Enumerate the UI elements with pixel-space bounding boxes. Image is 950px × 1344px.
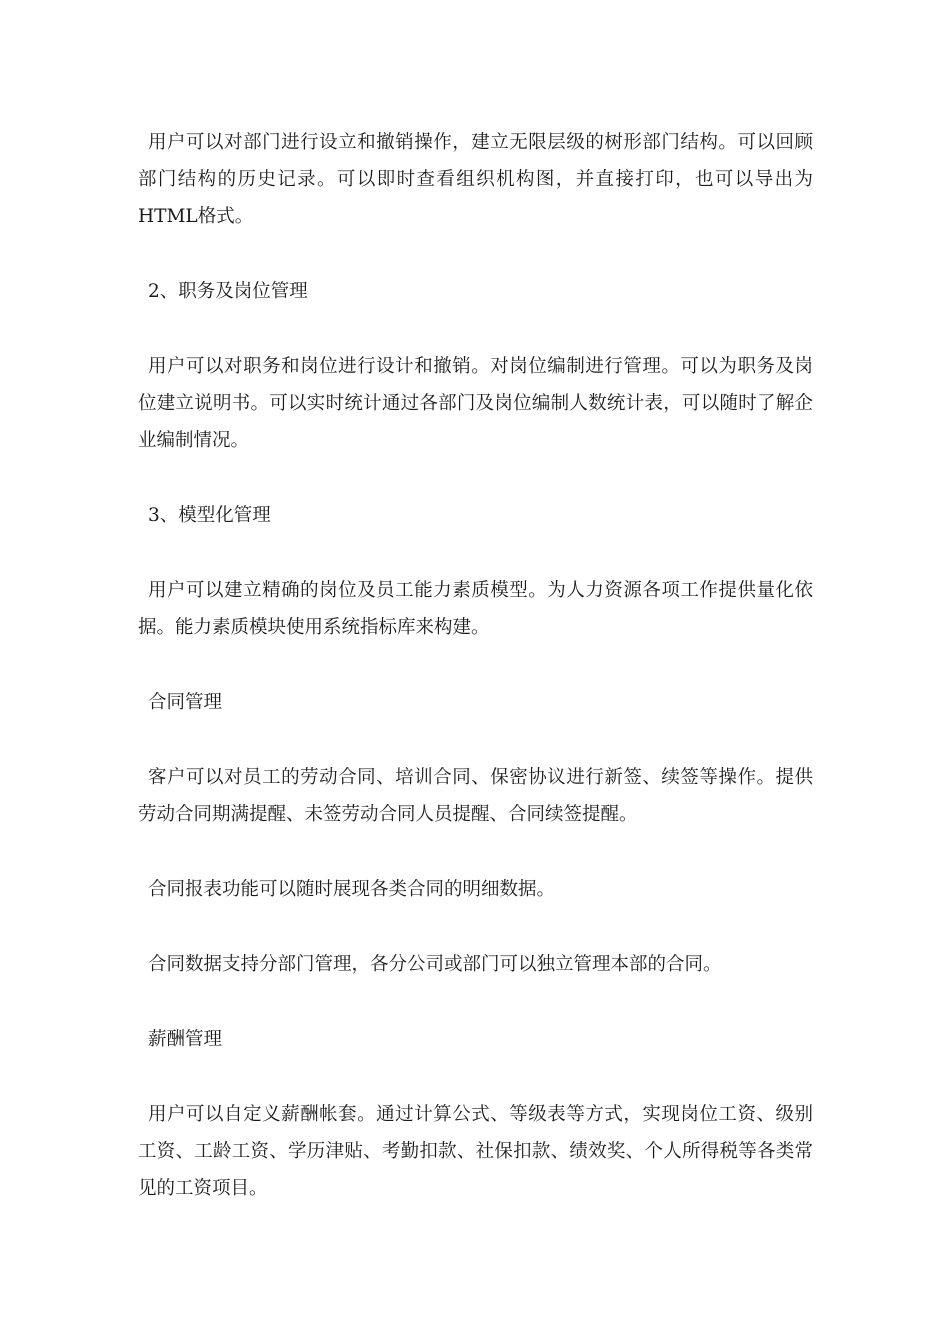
paragraph-positions: 用户可以对职务和岗位进行设计和撤销。对岗位编制进行管理。可以为职务及岗位建立说明书。可以实时统计通过各部门及岗位编制人数统计表，可以随时了解企业编制情况。 <box>138 356 813 451</box>
paragraph-contract-reports: 合同报表功能可以随时展现各类合同的明细数据。 <box>148 879 556 900</box>
paragraph-department-structure: 用户可以对部门进行设立和撤销操作，建立无限层级的树形部门结构。可以回顾部门结构的历史记录。可以即时查看组织机构图，并直接打印，也可以导出为HTML格式。 <box>138 132 813 227</box>
section-heading-positions: 2、职务及岗位管理 <box>148 281 308 302</box>
paragraph-salary: 用户可以自定义薪酬帐套。通过计算公式、等级表等方式，实现岗位工资、级别工资、工龄工资、学历津贴、考勤扣款、社保扣款、绩效奖、个人所得税等各类常见的工资项目。 <box>138 1104 813 1199</box>
paragraph-contract-departments: 合同数据支持分部门管理，各分公司或部门可以独立管理本部的合同。 <box>148 954 722 975</box>
paragraph-model: 用户可以建立精确的岗位及员工能力素质模型。为人力资源各项工作提供量化依据。能力素质模块使用系统指标库来构建。 <box>138 580 813 638</box>
document-body <box>138 124 813 1245</box>
section-heading-model: 3、模型化管理 <box>148 505 271 526</box>
section-heading-salary: 薪酬管理 <box>148 1029 223 1050</box>
paragraph-contract-operations: 客户可以对员工的劳动合同、培训合同、保密协议进行新签、续签等操作。提供劳动合同期满提醒、未签劳动合同人员提醒、合同续签提醒。 <box>138 767 813 825</box>
section-heading-contract: 合同管理 <box>148 692 223 713</box>
